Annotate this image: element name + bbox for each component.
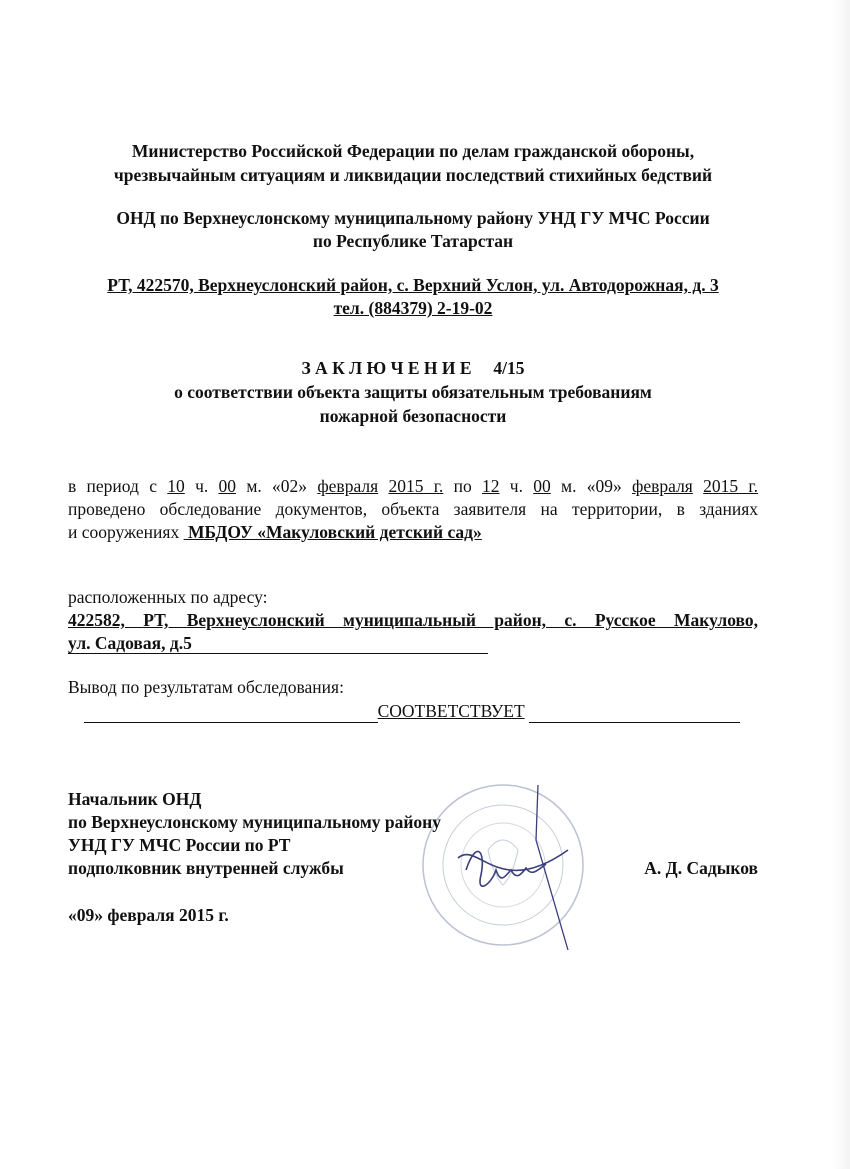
start-month: февраля: [317, 476, 379, 496]
office-address: РТ, 422570, Верхнеуслонский район, с. Верхний Услон, ул. Автодорожная, д. 3: [107, 275, 719, 295]
period-line: [68, 475, 758, 498]
start-hour: 10: [167, 476, 185, 496]
object-address-line-2: ул. Садовая, д.5: [68, 633, 488, 654]
start-day: «02»: [272, 476, 308, 496]
underline: [529, 704, 740, 723]
signer-title-2: по Верхнеуслонскому муниципальному району: [68, 812, 442, 832]
signer-title-3: УНД ГУ МЧС России по РТ: [68, 835, 291, 855]
minute-label: м.: [246, 476, 262, 496]
object-address-line-1: 422582, РТ, Верхнеуслонский муниципальный район, с. Русское Макулово,: [68, 610, 758, 630]
signer-title-4: подполковник внутренней службы: [68, 858, 344, 878]
end-day: «09»: [586, 476, 622, 496]
inspected-object: [184, 522, 482, 542]
department-line-1: ОНД по Верхнеуслонскому муниципальному району УНД ГУ МЧС России: [116, 208, 710, 228]
conclusion-label: Вывод по результатам обследования:: [68, 677, 344, 697]
document-title: [68, 357, 758, 380]
department-line-2: по Республике Татарстан: [312, 231, 514, 251]
title-number: 4/15: [493, 358, 525, 378]
start-minute: 00: [218, 476, 237, 496]
period-to: по: [453, 476, 472, 496]
hour-label: ч.: [195, 476, 209, 496]
ministry-line-1: Министерство Российской Федерации по делам гражданской обороны,: [131, 141, 695, 161]
office-phone: тел. (884379) 2-19-02: [333, 298, 493, 318]
signer-name: А. Д. Садыков: [644, 858, 758, 878]
title-heading: З А К Л Ю Ч Е Н И Е: [301, 358, 472, 378]
period-prefix: в период с: [68, 476, 157, 496]
start-year: 2015 г.: [388, 476, 444, 496]
body-line-3: [68, 521, 758, 544]
end-hour: 12: [481, 476, 500, 496]
end-month: февраля: [632, 476, 693, 496]
conclusion-result: СООТВЕТСТВУЕТ: [377, 701, 525, 721]
signature-date: «09» февраля 2015 г.: [68, 905, 229, 925]
ministry-line-2: чрезвычайным ситуациям и ликвидации последствий стихийных бедствий: [113, 165, 713, 185]
signer-title-1: Начальник ОНД: [68, 789, 202, 809]
end-year: 2015 г.: [703, 476, 758, 496]
underline: [84, 704, 378, 723]
body-line-2: проведено обследование документов, объекта заявителя на территории, в зданиях: [68, 499, 758, 519]
subtitle-line-2: пожарной безопасности: [319, 406, 507, 426]
object-name: МБДОУ «Макуловский детский сад»: [187, 522, 482, 542]
hour-label: ч.: [509, 476, 523, 496]
conclusion-line: [84, 700, 740, 723]
address-label: расположенных по адресу:: [68, 587, 268, 607]
scan-edge: [832, 0, 850, 1169]
end-minute: 00: [533, 476, 551, 496]
minute-label: м.: [561, 476, 577, 496]
line3-prefix: и сооружениях: [68, 522, 180, 542]
subtitle-line-1: о соответствии объекта защиты обязательным требованиям: [174, 382, 652, 402]
